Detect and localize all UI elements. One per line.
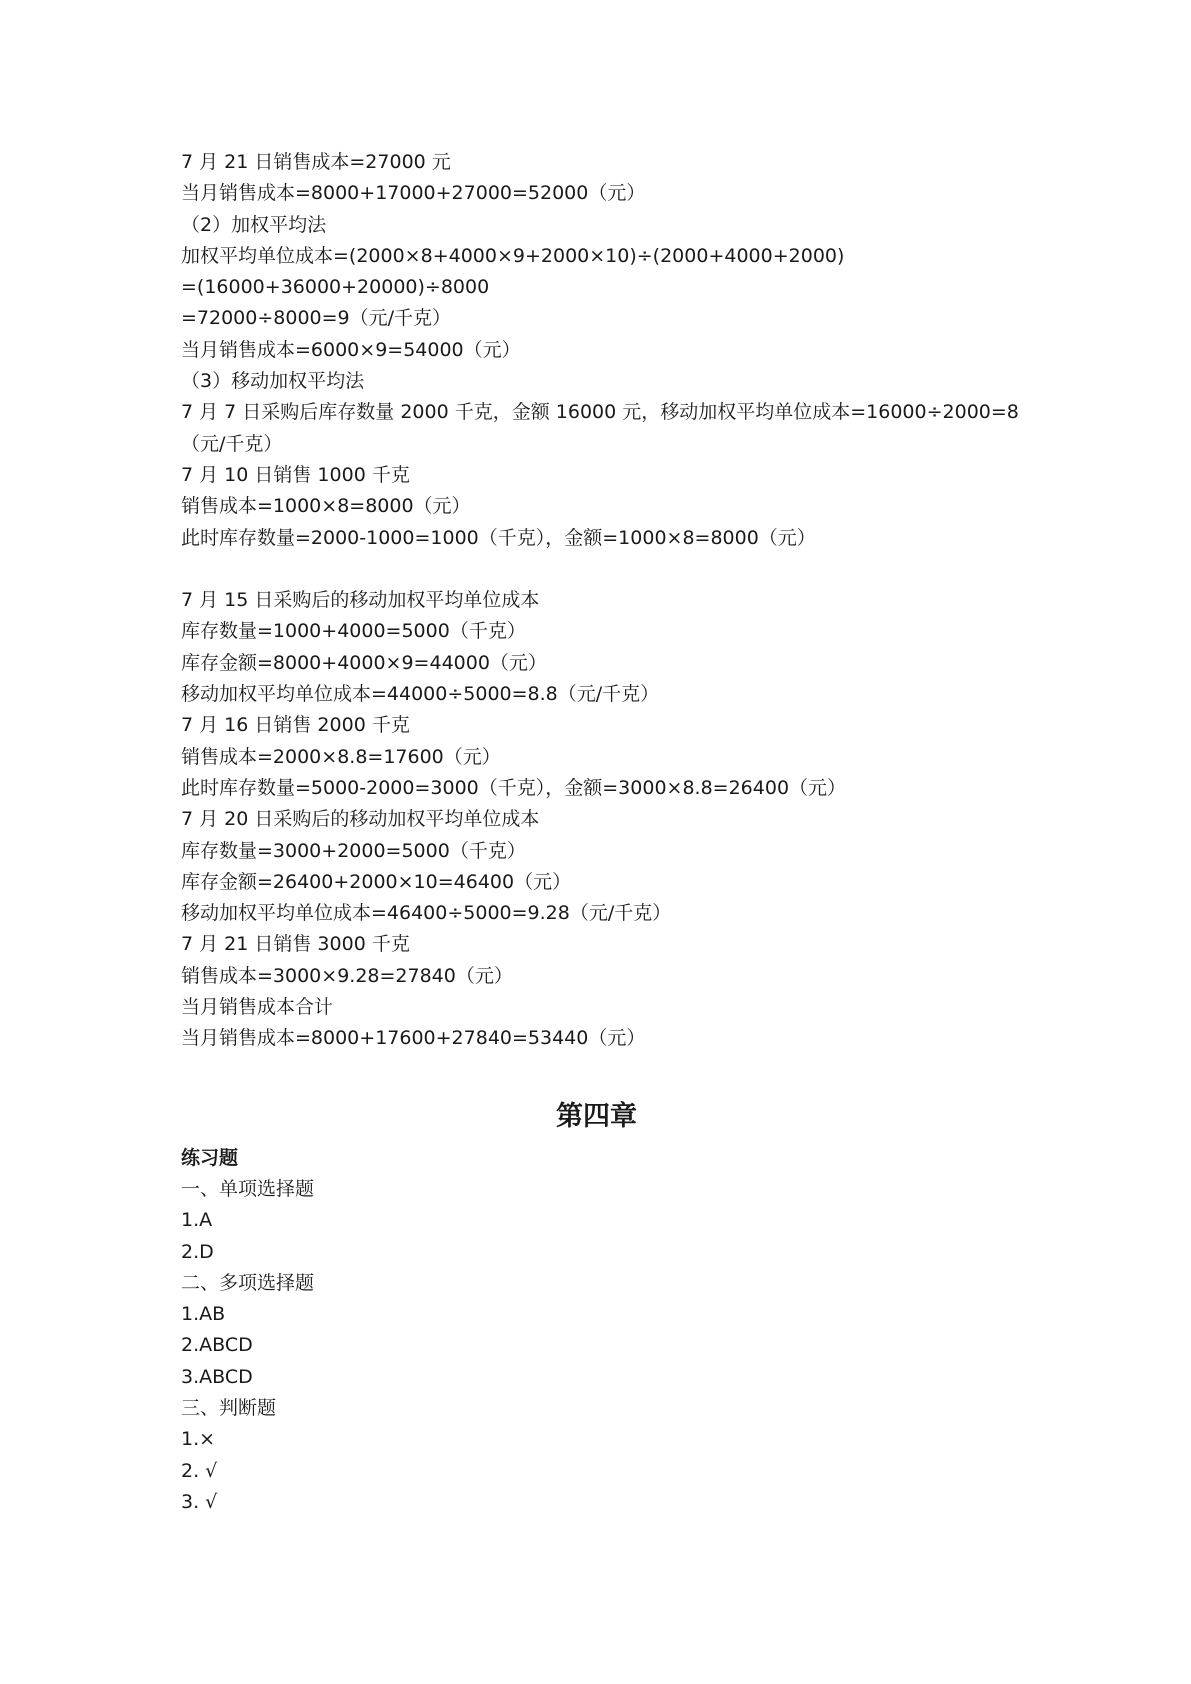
- question-type-heading: 三、判断题: [181, 1396, 277, 1419]
- text-line: （元/千克）: [181, 432, 283, 455]
- text-line: 7 月 16 日销售 2000 千克: [181, 714, 410, 737]
- answer-item: 1.AB: [181, 1303, 226, 1326]
- text-line: 库存数量=1000+4000=5000（千克）: [181, 620, 526, 643]
- text-line: 7 月 7 日采购后库存数量 2000 千克，金额 16000 元，移动加权平均单位成本=16000÷2000=8: [181, 401, 1019, 424]
- question-type-heading: 一、单项选择题: [181, 1177, 315, 1200]
- text-line: 库存金额=8000+4000×9=44000（元）: [181, 651, 547, 674]
- text-line: 当月销售成本合计: [181, 996, 334, 1019]
- text-line: 移动加权平均单位成本=46400÷5000=9.28（元/千克）: [181, 902, 672, 925]
- page-content: [181, 147, 1041, 1518]
- text-line: 7 月 20 日采购后的移动加权平均单位成本: [181, 808, 540, 831]
- chapter-title: 第四章: [556, 1100, 637, 1132]
- answer-item: 1.×: [181, 1428, 216, 1451]
- text-line: 此时库存数量=2000-1000=1000（千克），金额=1000×8=8000（元）: [181, 526, 816, 549]
- text-line: 销售成本=3000×9.28=27840（元）: [181, 964, 513, 987]
- text-line: 库存金额=26400+2000×10=46400（元）: [181, 870, 572, 893]
- text-line: 当月销售成本=6000×9=54000（元）: [181, 338, 521, 361]
- answer-item: 2. √: [181, 1459, 218, 1482]
- text-line: （3）移动加权平均法: [181, 370, 365, 393]
- question-type-heading: 二、多项选择题: [181, 1271, 315, 1294]
- answer-item: 2.ABCD: [181, 1334, 253, 1357]
- blank-line: [181, 554, 1041, 585]
- text-line: =(16000+36000+20000)÷8000: [181, 276, 490, 299]
- text-line: 7 月 15 日采购后的移动加权平均单位成本: [181, 589, 540, 612]
- text-line: 销售成本=2000×8.8=17600（元）: [181, 745, 501, 768]
- text-line: 销售成本=1000×8=8000（元）: [181, 495, 471, 518]
- answer-item: 3.ABCD: [181, 1365, 253, 1388]
- text-line: 库存数量=3000+2000=5000（千克）: [181, 839, 526, 862]
- text-line: 7 月 21 日销售 3000 千克: [181, 933, 410, 956]
- text-line: 7 月 21 日销售成本=27000 元: [181, 151, 451, 173]
- text-line: 当月销售成本=8000+17000+27000=52000（元）: [181, 182, 646, 205]
- text-line: （2）加权平均法: [181, 213, 327, 236]
- text-line: 7 月 10 日销售 1000 千克: [181, 463, 410, 486]
- answer-item: 1.A: [181, 1209, 213, 1232]
- answer-item: 3. √: [181, 1490, 218, 1513]
- text-line: 加权平均单位成本=(2000×8+4000×9+2000×10)÷(2000+4000+2000): [181, 244, 845, 267]
- text-line: =72000÷8000=9（元/千克）: [181, 307, 452, 330]
- text-line: 当月销售成本=8000+17600+27840=53440（元）: [181, 1027, 646, 1050]
- section-heading: 练习题: [181, 1146, 239, 1169]
- answer-item: 2.D: [181, 1240, 214, 1263]
- text-line: 此时库存数量=5000-2000=3000（千克），金额=3000×8.8=26400（元）: [181, 776, 847, 799]
- text-line: 移动加权平均单位成本=44000÷5000=8.8（元/千克）: [181, 683, 660, 706]
